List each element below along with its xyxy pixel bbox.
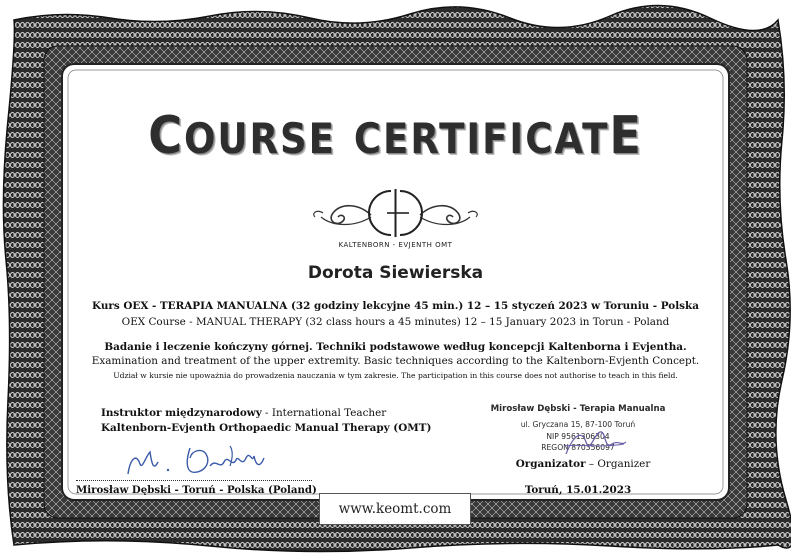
course-line-pl: Kurs OEX - TERAPIA MANUALNA (32 godziny lekcyjne 45 min.) 12 – 15 styczeń 2023 w Toruniu - Polska [92,300,699,312]
instructor-role-pl: Instruktor międzynarodowy [101,407,262,419]
instructor-role-en: - International Teacher [261,407,387,419]
stamp-name: Mirosław Dębski - Terapia Manualna [490,404,666,414]
website-link[interactable]: www.keomt.com [319,493,471,525]
stamp-regon: REGON 870356097 [541,443,615,452]
title-word-certificate: CERTIFICAT [353,114,610,163]
course-topic-en: Examination and treatment of the upper extremity. Basic techniques according to the Kaltenborn-Evjenth Concept. [91,355,700,367]
course-topic-pl: Badanie i leczenie kończyny górnej. Techniki podstawowe według koncepcji Kaltenborna i Evjentha. [104,341,687,353]
kaltenborn-evjenth-ke-icon [303,183,488,243]
instructor-affiliation: Kaltenborn-Evjenth Orthopaedic Manual Therapy (OMT) [101,422,432,434]
course-disclaimer: Udział w kursie nie upoważnia do prowadzenia nauczania w tym zakresie. The participation in this course does not authorise to teach in this field. [113,371,678,380]
title-final-e: E [609,104,643,166]
title-initial-c: C [148,104,184,166]
organizer-label-en: – Organizer [585,458,651,470]
issue-date: Toruń, 15.01.2023 [524,484,632,496]
title-word-course: OURSE [183,114,336,163]
course-line-en: OEX Course - MANUAL THERAPY (32 class hours a 45 minutes) 12 – 15 January 2023 in Torun - Poland [121,316,670,328]
stamp-address: ul. Gryczana 15, 87-100 Toruń [520,420,636,429]
stamp-nip: NIP 9561306304 [546,432,610,441]
instructor-block [101,407,431,437]
organizer-label [488,458,678,470]
logo-caption: KALTENBORN - EVJENTH OMT [338,241,453,249]
signature-line [76,480,312,481]
signature-caption: Mirosław Dębski - Toruń - Polska (Poland) [76,484,317,496]
organizer-label-pl: Organizator [515,458,586,470]
participant-name: Dorota Siewierska [307,263,484,283]
certificate-title [0,105,791,165]
instructor-signature [120,440,280,480]
